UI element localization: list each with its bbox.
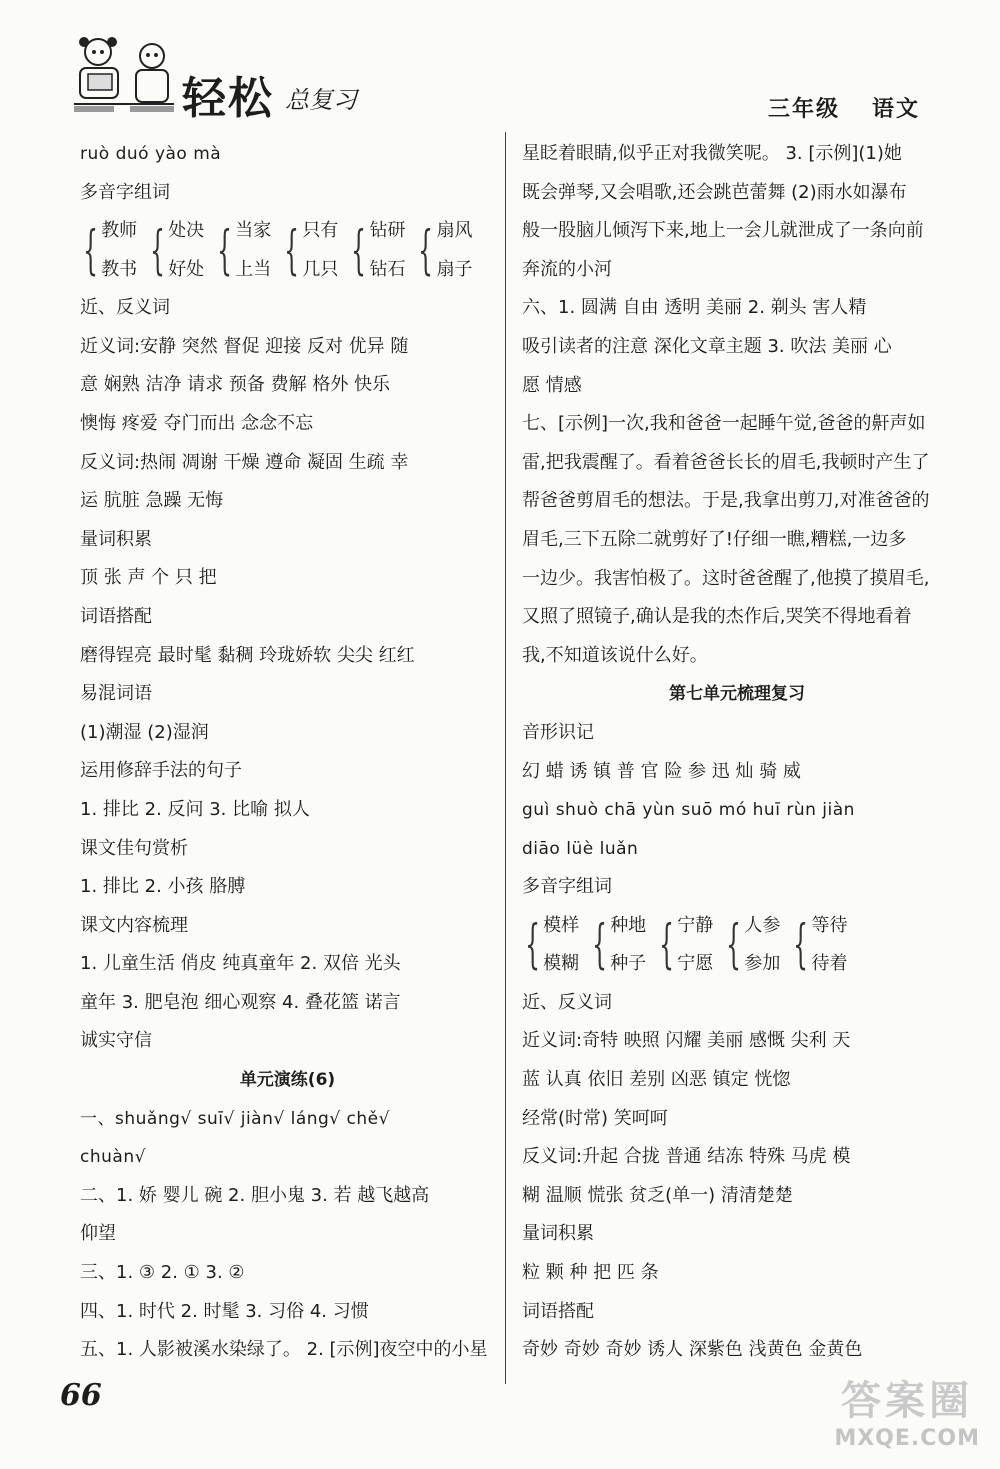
section-heading: 课文佳句赏析 xyxy=(80,837,188,859)
text-line: 般一股脑儿倾泻下来,地上一会儿就泄成了一条向前 xyxy=(522,220,924,242)
left-brace-icon: { xyxy=(726,915,742,976)
text-line: 1. 儿童生活 俏皮 纯真童年 2. 双倍 光头 xyxy=(80,953,401,975)
subject-label: 语文 xyxy=(871,96,920,122)
left-brace-icon: { xyxy=(418,220,434,281)
text-line: diāo lüè luǎn xyxy=(522,838,639,859)
text-line: 1. 排比 2. 反问 3. 比喻 拟人 xyxy=(80,798,310,820)
text-line: 经常(时常) 笑呵呵 xyxy=(522,1107,668,1129)
text-line: 眉毛,三下五除二就剪好了!仔细一瞧,糟糕,一边多 xyxy=(522,528,907,550)
pair-word: 模样 xyxy=(543,914,580,936)
polyphone-pair xyxy=(281,212,338,289)
text-line: 懊悔 疼爱 夺门而出 念念不忘 xyxy=(80,412,314,434)
left-brace-icon: { xyxy=(217,220,233,281)
polyphone-pair xyxy=(214,212,271,289)
text-line: 我,不知道该说什么好。 xyxy=(522,644,708,666)
pair-word: 扇子 xyxy=(436,258,473,280)
text-line: 四、1. 时代 2. 时髦 3. 习俗 4. 习惯 xyxy=(80,1300,369,1322)
text-line: 蓝 认真 依旧 差别 凶恶 镇定 恍惚 xyxy=(522,1069,791,1091)
text-line: (1)潮湿 (2)湿润 xyxy=(80,721,209,743)
polyphone-pair xyxy=(348,212,405,289)
unit-exercise-title: 单元演练(6) xyxy=(239,1070,336,1091)
text-line: 吸引读者的注意 深化文章主题 3. 吹法 美丽 心 xyxy=(522,335,892,357)
polyphone-pair xyxy=(415,212,472,289)
text-line: 糊 温顺 慌张 贫乏(单一) 清清楚楚 xyxy=(522,1184,793,1206)
polyphone-pair xyxy=(723,907,780,984)
pair-word: 等待 xyxy=(811,914,848,936)
text-line: 愿 情感 xyxy=(522,374,582,396)
text-line: 近义词:奇特 映照 闪耀 美丽 感慨 尖利 天 xyxy=(522,1030,851,1052)
text-line: 粒 颗 种 把 匹 条 xyxy=(522,1262,659,1284)
brand-subtitle: 总复习 xyxy=(285,86,357,114)
text-line: 顶 张 声 个 只 把 xyxy=(80,567,217,589)
text-line: 幻 蜡 诱 镇 普 官 险 参 迅 灿 骑 威 xyxy=(522,760,801,782)
left-brace-icon: { xyxy=(284,220,300,281)
page-header xyxy=(70,30,940,130)
text-line: 雷,把我震醒了。看着爸爸长长的眉毛,我顿时产生了 xyxy=(522,451,930,473)
polyphone-pair xyxy=(790,907,847,984)
section-heading: 词语搭配 xyxy=(80,605,152,627)
text-line: 意 娴熟 洁净 请求 预备 费解 格外 快乐 xyxy=(80,374,391,396)
pair-word: 教书 xyxy=(101,258,138,280)
text-line: 奇妙 奇妙 奇妙 诱人 深紫色 浅黄色 金黄色 xyxy=(522,1339,863,1361)
section-heading: 易混词语 xyxy=(80,683,152,705)
pair-word: 人参 xyxy=(744,914,781,936)
text-line: 反义词:热闹 凋谢 干燥 遵命 凝固 生疏 幸 xyxy=(80,451,409,473)
polyphone-pairs xyxy=(522,907,952,984)
text-line: 七、[示例]一次,我和爸爸一起睡午觉,爸爸的鼾声如 xyxy=(522,413,926,435)
pair-word: 种子 xyxy=(610,953,647,975)
watermark-url: MXQE.COM xyxy=(834,1426,980,1451)
text-line: 星眨着眼睛,似乎正对我微笑呢。 3. [示例](1)她 xyxy=(522,143,902,164)
text-line: 三、1. ③ 2. ① 3. ② xyxy=(80,1262,245,1284)
text-line: guì shuò chā yùn suō mó huī rùn jiàn xyxy=(522,800,855,821)
pair-word: 处决 xyxy=(168,220,205,242)
left-brace-icon: { xyxy=(525,915,540,976)
reading-children-mascot-icon xyxy=(70,30,180,120)
polyphone-pairs xyxy=(80,212,495,289)
watermark-logo: 答案圈 xyxy=(841,1378,974,1424)
text-line: 磨得锃亮 最时髦 黏稠 玲珑娇软 尖尖 红红 xyxy=(80,644,415,666)
pair-word: 当家 xyxy=(235,220,272,242)
section-heading: 运用修辞手法的句子 xyxy=(80,760,242,782)
text-line: 运 肮脏 急躁 无悔 xyxy=(80,490,224,512)
section-heading: 近、反义词 xyxy=(522,991,612,1013)
polyphone-pair xyxy=(522,907,579,984)
section-heading: 多音字组词 xyxy=(80,181,170,203)
section-heading: 多音字组词 xyxy=(522,876,612,898)
site-watermark xyxy=(834,1369,980,1451)
pair-word: 宁愿 xyxy=(677,953,714,975)
pair-word: 钻研 xyxy=(369,220,406,242)
pair-word: 宁静 xyxy=(677,914,714,936)
text-line: 奔流的小河 xyxy=(522,258,612,280)
text-line: 既会弹琴,又会唱歌,还会跳芭蕾舞 (2)雨水如瀑布 xyxy=(522,181,907,203)
section-heading: 词语搭配 xyxy=(522,1300,594,1322)
left-brace-icon: { xyxy=(150,220,166,281)
text-line: 六、1. 圆满 自由 透明 美丽 2. 剃头 害人精 xyxy=(522,297,867,319)
pair-word: 扇风 xyxy=(436,220,473,242)
brand-title: 轻松 xyxy=(182,73,274,124)
pair-word: 钻石 xyxy=(369,258,406,280)
text-line: 1. 排比 2. 小孩 胳膊 xyxy=(80,876,246,898)
section-heading: 近、反义词 xyxy=(80,297,170,319)
left-brace-icon: { xyxy=(793,915,809,976)
left-brace-icon: { xyxy=(659,915,675,976)
column-divider xyxy=(505,132,506,1384)
pair-word: 好处 xyxy=(168,258,205,280)
text-line: 一边少。我害怕极了。这时爸爸醒了,他摸了摸眉毛, xyxy=(522,567,930,589)
text-line: chuàn√ xyxy=(80,1147,146,1168)
left-brace-icon: { xyxy=(592,915,608,976)
section-heading: 课文内容梳理 xyxy=(80,914,188,936)
text-line: 帮爸爸剪眉毛的想法。于是,我拿出剪刀,对准爸爸的 xyxy=(522,490,930,512)
left-brace-icon: { xyxy=(351,220,367,281)
text-line: 诚实守信 xyxy=(80,1030,152,1052)
pair-word: 上当 xyxy=(235,258,272,280)
text-line: 又照了照镜子,确认是我的杰作后,哭笑不得地看着 xyxy=(522,606,912,628)
pair-word: 只有 xyxy=(302,220,339,242)
text-line: 童年 3. 肥皂泡 细心观察 4. 叠花篮 诺言 xyxy=(80,991,401,1013)
page-number: 66 xyxy=(60,1378,102,1413)
polyphone-pair xyxy=(147,212,204,289)
right-column xyxy=(522,135,952,1370)
grade-subject xyxy=(736,92,920,123)
text-line: 反义词:升起 合拢 普通 结冻 特殊 马虎 模 xyxy=(522,1146,851,1168)
section-heading: 音形识记 xyxy=(522,721,594,743)
text-line: 近义词:安静 突然 督促 迎接 反对 优异 随 xyxy=(80,335,409,357)
section-heading: 量词积累 xyxy=(80,528,152,550)
text-line: ruò duó yào mà xyxy=(80,144,222,164)
pair-word: 几只 xyxy=(302,258,339,280)
section-heading: 量词积累 xyxy=(522,1223,594,1245)
pair-word: 教师 xyxy=(101,220,138,242)
left-brace-icon: { xyxy=(83,220,98,281)
polyphone-pair xyxy=(589,907,646,984)
text-line: 仰望 xyxy=(80,1223,116,1245)
pair-word: 待着 xyxy=(811,953,848,975)
left-column xyxy=(80,135,495,1370)
text-line: 二、1. 娇 婴儿 碗 2. 胆小鬼 3. 若 越飞越高 xyxy=(80,1184,430,1206)
polyphone-pair xyxy=(80,212,137,289)
text-line: 一、shuǎng√ suī√ jiàn√ láng√ chě√ xyxy=(80,1108,390,1129)
grade-label: 三年级 xyxy=(767,96,840,122)
pair-word: 种地 xyxy=(610,914,647,936)
unit7-review-title: 第七单元梳理复习 xyxy=(669,684,805,705)
polyphone-pair xyxy=(656,907,713,984)
pair-word: 参加 xyxy=(744,953,781,975)
text-line: 五、1. 人影被溪水染绿了。 2. [示例]夜空中的小星 xyxy=(80,1339,488,1361)
pair-word: 模糊 xyxy=(543,953,580,975)
